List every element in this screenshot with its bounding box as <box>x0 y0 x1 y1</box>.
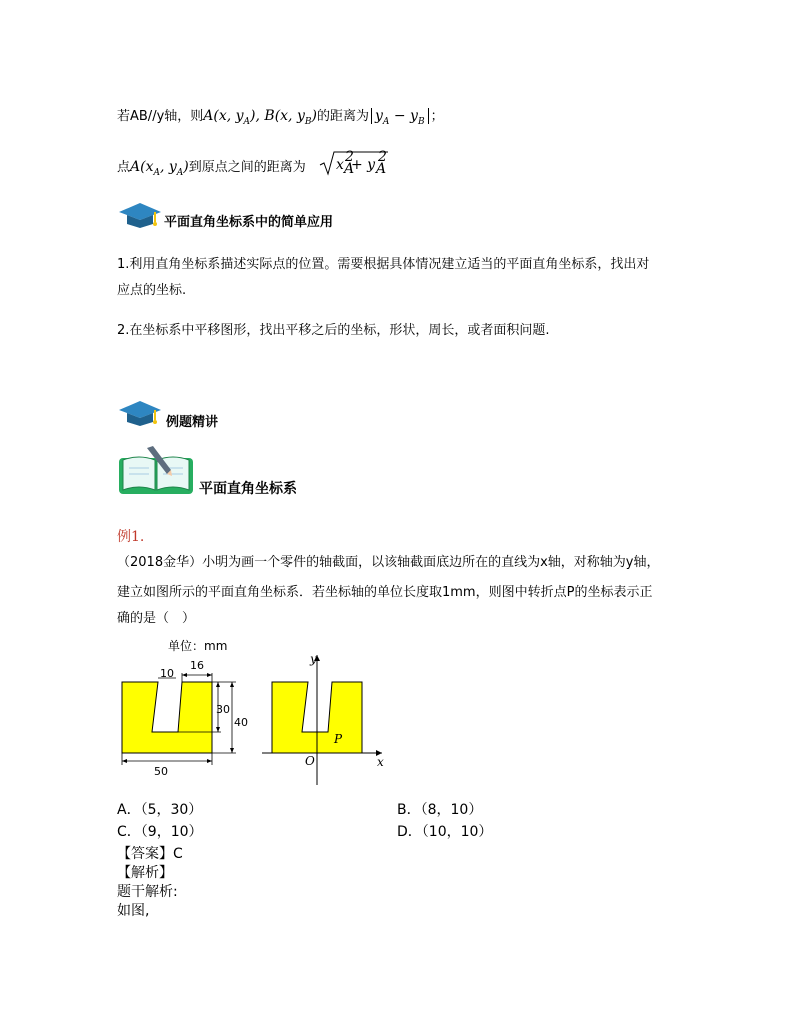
unit-label: 单位：mm <box>168 639 228 653</box>
sqrt-sub-a1: A <box>344 161 355 177</box>
analysis-line-2: 如图, <box>117 903 150 919</box>
option-c-letter: C． <box>117 824 141 840</box>
option-d-value: （10，10） <box>421 824 493 840</box>
dim-10: 10 <box>160 667 174 680</box>
option-d[interactable] <box>397 823 492 841</box>
part-cross-section-left <box>122 682 212 753</box>
section1-title: 平面直角坐标系中的简单应用 <box>164 215 334 230</box>
formula1-close: ) <box>311 108 317 124</box>
formula1-points-b: ), B(x, y <box>250 108 305 124</box>
sqrt-sup-1: 2 <box>345 149 354 165</box>
formula1-text: 的距离为 <box>316 109 369 124</box>
formula2-point-a: A(x <box>130 159 154 175</box>
formula-line-1 <box>117 107 444 131</box>
example-line-2: 建立如图所示的平面直角坐标系．若坐标轴的单位长度取1mm，则图中转折点P的坐标表示正 <box>117 585 653 600</box>
formula1-end: ； <box>430 109 444 124</box>
option-a-value: （5，30） <box>140 802 203 818</box>
open-book-pencil-icon <box>117 446 195 496</box>
formula1-abs-sub-b: B <box>417 116 425 127</box>
option-a[interactable] <box>117 801 202 819</box>
sqrt-sub-a2: A <box>376 161 387 177</box>
formula1-points <box>203 108 317 127</box>
option-d-letter: D． <box>397 824 422 840</box>
sqrt-plus-y: + y <box>351 157 376 173</box>
graduation-cap-icon <box>117 398 163 430</box>
analysis-line-1: 题干解析: <box>117 884 178 900</box>
sqrt-x: x <box>336 157 344 173</box>
x-axis-label: x <box>377 755 384 769</box>
figure <box>110 635 400 785</box>
option-b-value: （8，10） <box>420 802 483 818</box>
formula2-point-sub: A <box>153 167 160 178</box>
option-c[interactable] <box>117 823 203 841</box>
option-b[interactable] <box>397 801 482 819</box>
section1-item-1-cont: 应点的坐标. <box>117 283 187 298</box>
option-a-letter: A． <box>117 802 141 818</box>
dim-30: 30 <box>216 703 230 716</box>
formula1-points-a: A(x, y <box>203 108 244 124</box>
example-line-1: （2018金华）小明为画一个零件的轴截面，以该轴截面底边所在的直线为x轴，对称轴为y轴， <box>117 555 660 570</box>
formula2-point-sub2: A <box>176 167 184 178</box>
section2-title: 例题精讲 <box>166 415 219 430</box>
origin-label: O <box>305 754 315 768</box>
formula1-abs <box>371 108 429 127</box>
formula1-abs-a: y <box>374 108 383 124</box>
section1-item-2: 2.在坐标系中平移图形，找出平移之后的坐标，形状，周长，或者面积问题. <box>117 323 550 338</box>
dim-40: 40 <box>234 716 248 729</box>
sqrt-expression <box>318 148 390 178</box>
formula1-abs-sub-a: A <box>382 116 390 127</box>
formula1-prefix: 若AB//y轴，则 <box>117 109 204 124</box>
graduation-cap-icon <box>117 200 163 232</box>
formula1-sub-a: A <box>243 116 251 127</box>
section3-title: 平面直角坐标系 <box>199 481 297 497</box>
example-line-3: 确的是（ ） <box>117 611 196 626</box>
option-b-letter: B． <box>397 802 421 818</box>
example-label: 例1. <box>117 529 145 545</box>
analysis-label: 【解析】 <box>117 865 173 881</box>
formula2-point <box>130 159 189 178</box>
answer-line: 【答案】C <box>117 846 183 862</box>
formula2-prefix: 点 <box>117 160 131 175</box>
formula-line-2 <box>117 158 306 182</box>
dim-50: 50 <box>154 765 168 778</box>
option-c-value: （9，10） <box>140 824 203 840</box>
formula1-sub-b: B <box>304 116 312 127</box>
formula1-abs-minus: − y <box>389 108 418 124</box>
section1-item-1: 1.利用直角坐标系描述实际点的位置。需要根据具体情况建立适当的平面直角坐标系，找出对 <box>117 257 650 272</box>
point-p-label: P <box>334 732 343 746</box>
y-axis-label: y <box>310 652 317 666</box>
sqrt-sup-2: 2 <box>378 149 387 165</box>
dim-16: 16 <box>190 659 204 672</box>
formula2-text: 到原点之间的距离为 <box>188 160 306 175</box>
formula2-point-mid: , y <box>159 159 177 175</box>
formula2-point-close: ) <box>183 159 189 175</box>
